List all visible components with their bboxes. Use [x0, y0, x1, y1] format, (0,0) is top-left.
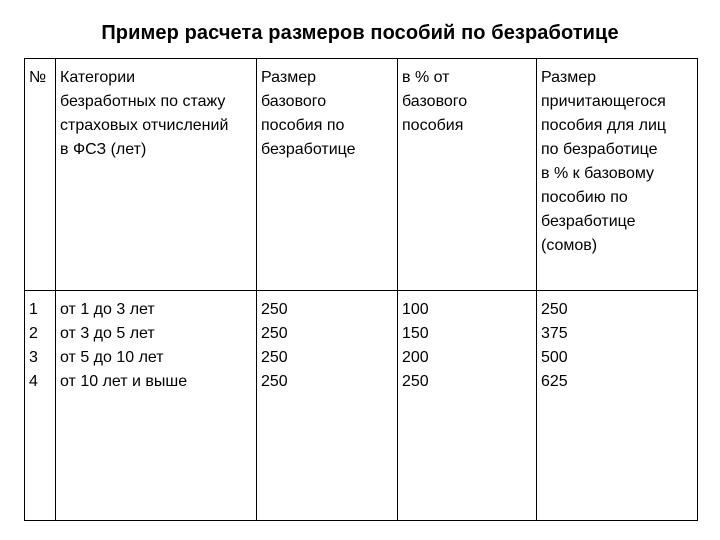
- header-base-benefit: Размер базового пособия по безработице: [257, 59, 398, 291]
- header-category: Категории безработных по стажу страховых отчислений в ФСЗ (лет): [56, 59, 257, 291]
- cell-amount-values: 250 375 500 625: [537, 291, 698, 521]
- table-header-row: [25, 59, 698, 291]
- table-body-row: [25, 291, 698, 521]
- page-title: Пример расчета размеров пособий по безработице: [101, 22, 619, 44]
- cell-categories: от 1 до 3 лет от 3 до 5 лет от 5 до 10 лет от 10 лет и выше: [56, 291, 257, 521]
- benefit-table: [24, 58, 698, 521]
- cell-percent-values: 100 150 200 250: [398, 291, 537, 521]
- header-percent: в % от базового пособия: [398, 59, 537, 291]
- header-number: №: [25, 59, 56, 291]
- header-amount: Размер причитающегося пособия для лиц по безработице в % к базовому пособию по безработице (сомов): [537, 59, 698, 291]
- cell-numbers: 1 2 3 4: [25, 291, 56, 521]
- cell-base-values: 250 250 250 250: [257, 291, 398, 521]
